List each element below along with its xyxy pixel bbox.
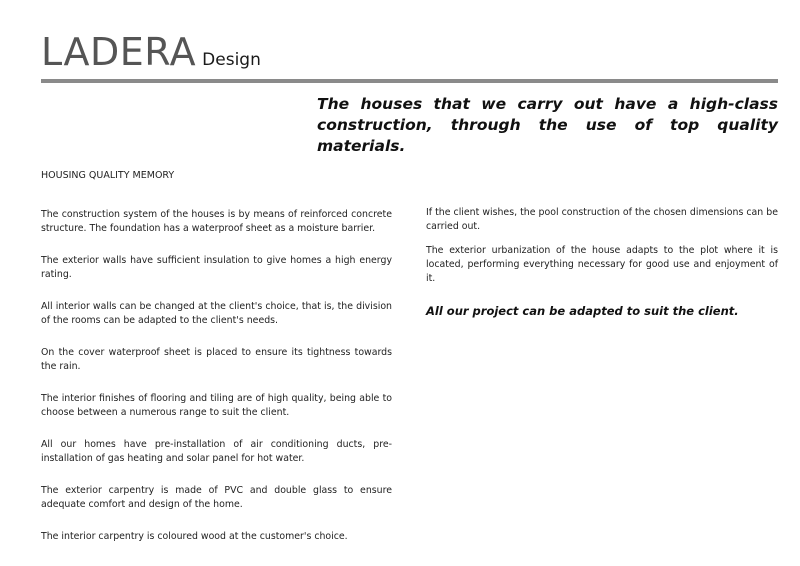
section-title: HOUSING QUALITY MEMORY [41,170,175,181]
right-text-column [426,206,778,328]
paragraph-urbanization: The exterior urbanization of the house adapts to the plot where it is located, performing everything necessary for good use and enjoyment of it. [426,245,778,284]
paragraph-construction-system: The construction system of the houses is by means of reinforced concrete structure. The foundation has a waterproof sheet as a moisture barrier. [41,209,392,234]
closing-statement: All our project can be adapted to suit the client. [426,304,739,318]
paragraph-exterior-carpentry: The exterior carpentry is made of PVC and double glass to ensure adequate comfort and design of the home. [41,485,392,510]
logo-subtitle: Design [202,50,261,70]
brand-logo [41,30,261,74]
tagline: The houses that we carry out have a high-class construction, through the use of top quality materials. [317,95,778,155]
left-text-column [41,208,392,562]
paragraph-interior-carpentry: The interior carpentry is coloured wood at the customer's choice. [41,531,348,542]
paragraph-interior-finishes: The interior finishes of flooring and tiling are of high quality, being able to choose between a numerous range to suit the client. [41,393,392,418]
paragraph-pool: If the client wishes, the pool construction of the chosen dimensions can be carried out. [426,207,778,232]
paragraph-installations: All our homes have pre-installation of air conditioning ducts, pre-installation of gas heating and solar panel for hot water. [41,439,392,464]
paragraph-cover: On the cover waterproof sheet is placed to ensure its tightness towards the rain. [41,347,392,372]
paragraph-exterior-walls: The exterior walls have sufficient insulation to give homes a high energy rating. [41,255,392,280]
logo-wordmark: LADERA [41,30,197,74]
header-divider [41,79,778,83]
paragraph-interior-walls: All interior walls can be changed at the client's choice, that is, the division of the rooms can be adapted to the client's needs. [41,301,392,326]
